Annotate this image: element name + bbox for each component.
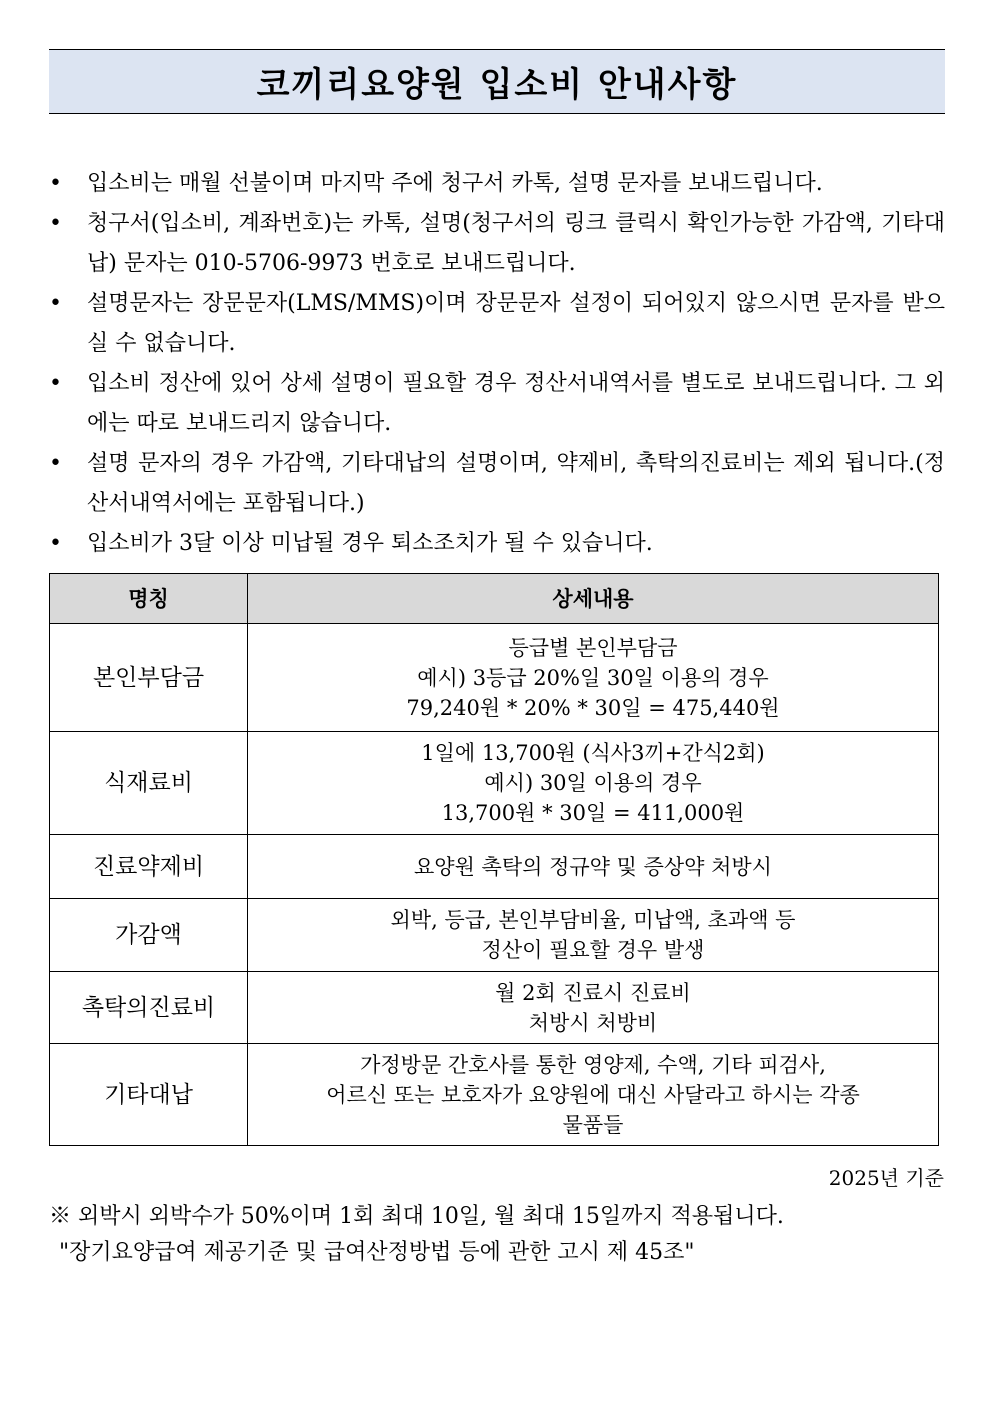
row-name: 진료약제비	[50, 835, 248, 899]
bullet-icon: •	[49, 531, 62, 556]
bullet-icon: •	[49, 291, 62, 316]
row-name: 기타대납	[50, 1044, 248, 1146]
notice-list	[49, 164, 945, 564]
table-header-row	[50, 574, 939, 624]
bullet-icon: •	[49, 211, 62, 236]
detail-line: 79,240원 * 20% * 30일 = 475,440원	[406, 695, 780, 720]
outing-note: ※ 외박시 외박수가 50%이며 1회 최대 10일, 월 최대 15일까지 적용됩니다.	[49, 1204, 784, 1229]
table-row	[50, 1044, 939, 1146]
row-detail	[248, 972, 939, 1044]
detail-line: 가정방문 간호사를 통한 영양제, 수액, 기타 피검사,	[360, 1052, 826, 1077]
notice-item	[49, 444, 945, 524]
detail-line: 월 2회 진료시 진료비	[495, 980, 691, 1005]
row-detail	[248, 899, 939, 972]
table-row	[50, 624, 939, 732]
title-banner	[49, 49, 945, 114]
bullet-icon: •	[49, 451, 62, 476]
table-row	[50, 835, 939, 899]
table-row	[50, 972, 939, 1044]
row-name: 촉탁의진료비	[50, 972, 248, 1044]
row-detail	[248, 835, 939, 899]
notice-item	[49, 204, 945, 284]
notice-item	[49, 284, 945, 364]
notice-item	[49, 524, 945, 564]
bullet-icon: •	[49, 171, 62, 196]
notice-text: 입소비 정산에 있어 상세 설명이 필요할 경우 정산서내역서를 별도로 보내드립니다. 그 외에는 따로 보내드리지 않습니다.	[87, 371, 945, 436]
notice-item	[49, 164, 945, 204]
row-detail	[248, 624, 939, 732]
detail-line: 등급별 본인부담금	[508, 635, 678, 660]
row-name: 식재료비	[50, 732, 248, 835]
row-detail	[248, 1044, 939, 1146]
table-row	[50, 732, 939, 835]
row-detail	[248, 732, 939, 835]
notice-text: 입소비는 매월 선불이며 마지막 주에 청구서 카톡, 설명 문자를 보내드립니다.	[87, 171, 823, 196]
detail-line: 어르신 또는 보호자가 요양원에 대신 사달라고 하시는 각종	[326, 1082, 860, 1107]
row-name: 본인부담금	[50, 624, 248, 732]
base-year-label: 2025년 기준	[828, 1166, 944, 1190]
table-row	[50, 899, 939, 972]
detail-line: 물품들	[562, 1112, 624, 1137]
fee-table	[49, 573, 939, 1146]
notice-text: 설명문자는 장문문자(LMS/MMS)이며 장문문자 설정이 되어있지 않으시면 문자를 받으실 수 없습니다.	[87, 291, 945, 356]
notice-text: 설명 문자의 경우 가감액, 기타대납의 설명이며, 약제비, 촉탁의진료비는 제외 됩니다.(정산서내역서에는 포함됩니다.)	[87, 451, 945, 516]
row-name: 가감액	[50, 899, 248, 972]
detail-line: 처방시 처방비	[528, 1010, 658, 1035]
column-header-detail: 상세내용	[248, 574, 939, 624]
column-header-name: 명칭	[50, 574, 248, 624]
page-title: 코끼리요양원 입소비 안내사항	[256, 65, 738, 105]
detail-line: 예시) 3등급 20%일 30일 이용의 경우	[417, 665, 769, 690]
notice-item	[49, 364, 945, 444]
detail-line: 요양원 촉탁의 정규약 및 증상약 처방시	[414, 854, 772, 879]
detail-line: 1일에 13,700원 (식사3끼+간식2회)	[421, 741, 765, 765]
notice-text: 청구서(입소비, 계좌번호)는 카톡, 설명(청구서의 링크 클릭시 확인가능한 가감액, 기타대납) 문자는 010-5706-9973 번호로 보내드립니다.	[87, 211, 945, 276]
law-reference: "장기요양급여 제공기준 및 급여산정방법 등에 관한 고시 제 45조"	[59, 1240, 695, 1265]
detail-line: 13,700원 * 30일 = 411,000원	[441, 801, 745, 825]
detail-line: 정산이 필요할 경우 발생	[481, 938, 705, 962]
bullet-icon: •	[49, 371, 62, 396]
notice-text: 입소비가 3달 이상 미납될 경우 퇴소조치가 될 수 있습니다.	[87, 531, 653, 556]
detail-line: 예시) 30일 이용의 경우	[484, 771, 702, 795]
detail-line: 외박, 등급, 본인부담비율, 미납액, 초과액 등	[390, 908, 796, 932]
footnote	[49, 1199, 949, 1271]
